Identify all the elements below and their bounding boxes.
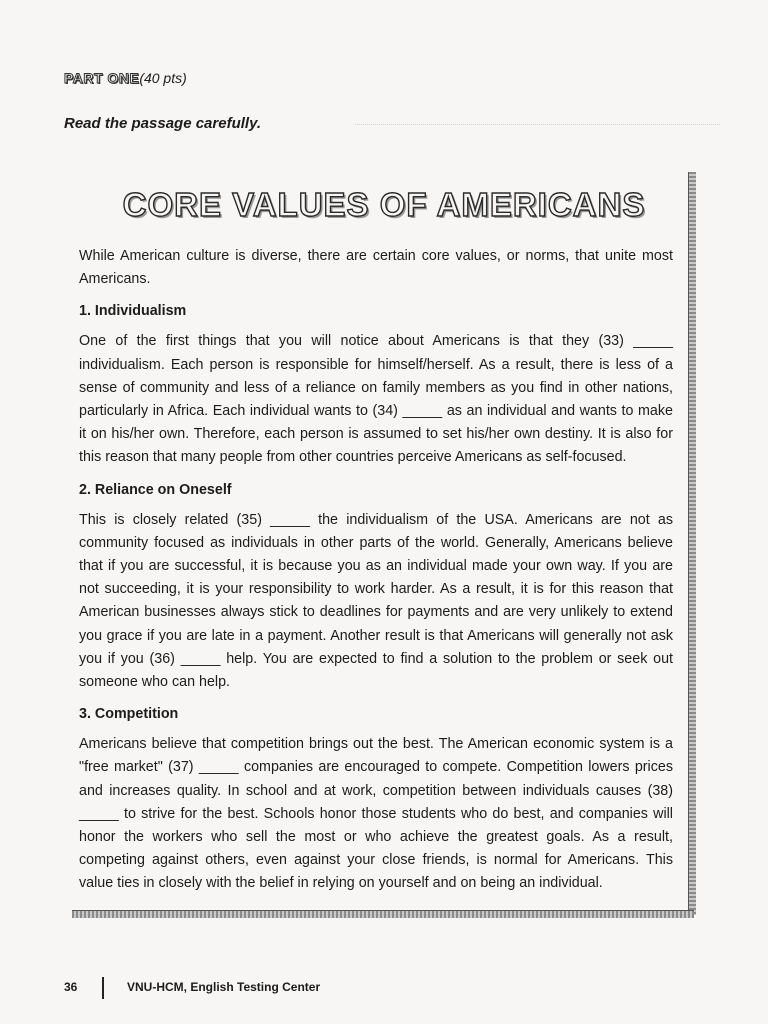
passage-box-right-border	[688, 172, 696, 915]
section-heading-reliance: 2. Reliance on Oneself	[79, 481, 232, 498]
part-heading	[64, 70, 187, 86]
part-label: PART ONE	[64, 70, 140, 86]
footer-divider	[102, 977, 104, 999]
section-text-competition: Americans believe that competition brings out the best. The American economic system is a "free market" (37) _____ companies are encouraged to compete. Competition lowers prices and increases quality. In school and at work, competition between individuals causes (38) _____ to strive for the best. Schools honor those students who do best, and companies will honor the workers who sell the most or who achieve the greatest goals. As a result, competing against others, even against your close friends, is normal for Americans. This value ties in closely with the belief in relying on yourself and on being an individual.	[79, 736, 673, 892]
section-text-individualism: One of the first things that you will notice about Americans is that they (33) _____ individualism. Each person is responsible for himself/herself. As a result, there is less of a sense of community and less of a reliance on family members as you find in other nations, particularly in Africa. Each individual wants to (34) _____ as an individual and wants to make it on his/her own. Therefore, each person is assumed to set his/her own destiny. It is also for this reason that many people from other countries perceive Americans as self-focused.	[79, 333, 673, 466]
faint-rule	[355, 124, 720, 125]
section-heading-individualism: 1. Individualism	[79, 303, 187, 320]
passage-content	[79, 245, 673, 905]
passage-title: CORE VALUES OF AMERICANS	[122, 186, 646, 223]
section-heading-competition: 3. Competition	[79, 706, 179, 723]
part-points: (40 pts)	[139, 70, 187, 86]
section-text-reliance: This is closely related (35) _____ the individualism of the USA. Americans are not as community focused as individuals in other parts of the world. Generally, Americans believe that if you are successful, it is because you as an individual made your own way. If you are not succeeding, it is your responsibility to work harder. As a result, it is for this reason that American businesses always stick to deadlines for payments and are very unlikely to extend you grace if you are late in a payment. Another result is that Americans will generally not ask you if you (36) _____ help. You are expected to find a solution to the problem or seek out someone who can help.	[79, 511, 673, 691]
footer-organization: VNU-HCM, English Testing Center	[127, 980, 321, 994]
passage-box-bottom-border	[72, 910, 694, 918]
intro-paragraph: While American culture is diverse, there are certain core values, or norms, that unite most Americans.	[79, 248, 673, 288]
page-number: 36	[64, 980, 78, 994]
instruction: Read the passage carefully.	[64, 115, 262, 132]
